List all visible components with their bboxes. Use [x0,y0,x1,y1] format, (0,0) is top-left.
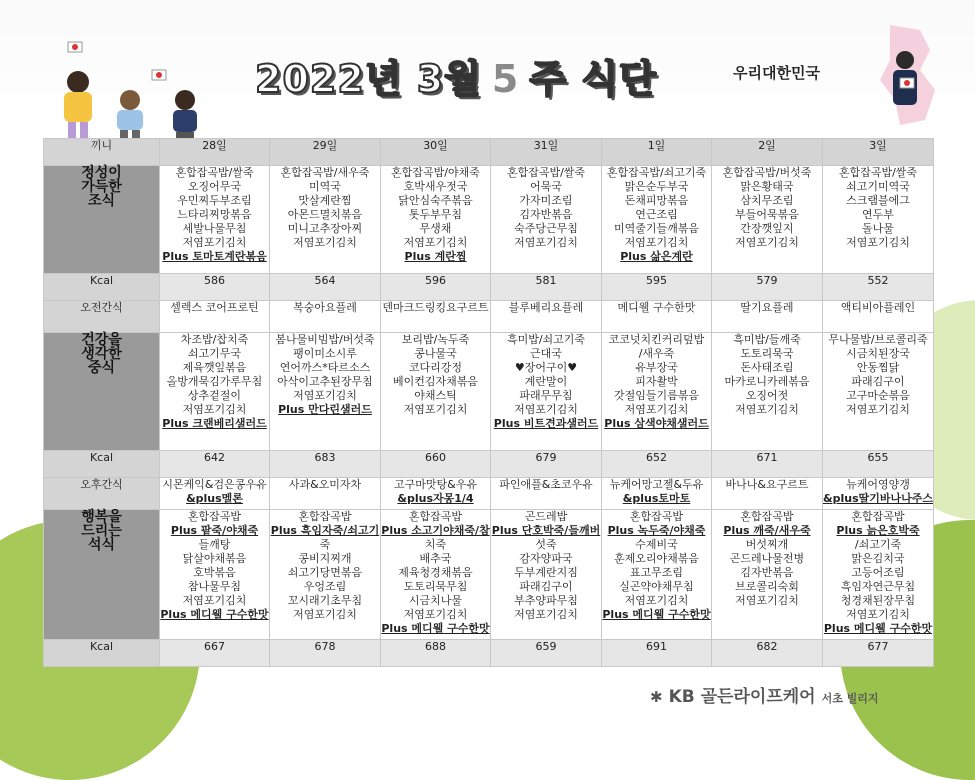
menu-item: 콩비지찌개 [298,552,352,565]
menu-item: 갓절임들기름볶음 [613,389,699,402]
menu-cell [381,333,491,451]
menu-item: 혼합잡곡밥 [629,510,684,523]
menu-item: 근대국 [530,347,562,360]
kcal-value: 596 [381,274,491,301]
menu-item: &plus토마토 [622,492,691,505]
snack-item: 블루베리요플레 [491,301,602,333]
menu-item: 청경채된장무침 [840,594,916,607]
breakfast-kcal-row [44,274,934,301]
day-header: 2일 [712,139,823,166]
kb-logo-icon: ✱ [650,688,663,706]
menu-item: Plus 소고기야채죽/참 [381,524,490,537]
menu-item: 파래무무침 [519,389,573,402]
menu-item: 스크램블에그 [846,194,910,207]
menu-item: 저염포기김치 [624,236,689,249]
menu-item: 김자반볶음 [740,566,794,579]
kcal-value: 579 [712,274,823,301]
kcal-value: 642 [160,451,270,478]
menu-item: 혼합잡곡밥/쌀죽 [506,166,586,179]
menu-item: 코다리강정 [408,361,463,374]
menu-item: 안동찜닭 [856,361,900,374]
menu-item: 브로콜리숙회 [735,580,799,593]
menu-item: 사과&오미자차 [288,478,362,491]
menu-item: 쇠고기무국 [187,347,242,360]
menu-cell [602,478,712,510]
menu-item: 우엉조림 [303,580,347,593]
menu-cell [602,166,712,274]
menu-item: 훈제오리야채볶음 [613,552,699,565]
menu-item: /새우죽 [638,347,675,360]
menu-item: 미니고추장아찌 [287,222,363,235]
menu-item: Plus 단호박죽/들깨버 [491,524,601,537]
menu-cell [491,333,602,451]
menu-cell [381,510,491,640]
menu-cell [491,510,602,640]
kcal-value: 678 [270,640,381,667]
menu-item: Plus 늙은호박죽 [836,524,920,537]
menu-item: 도토리묵무침 [403,580,468,593]
menu-item: Plus 삶은계란 [620,250,693,263]
branch-name: 서초 빌리지 [821,692,879,705]
kcal-value: 552 [823,274,934,301]
menu-item: 야채스틱 [414,389,457,402]
menu-item: 우민찌두부조림 [177,194,252,207]
menu-item: 뉴케어망고젤&두유 [609,478,704,491]
snack-item: 셀렉스 코어프로틴 [160,301,270,333]
menu-item: 닭안심숙주볶음 [398,194,473,207]
menu-item: 저염포기김치 [403,236,468,249]
day-header: 31일 [491,139,602,166]
menu-item: 올방개묵김가루무침 [166,375,263,388]
menu-item: 아몬드멸치볶음 [287,208,363,221]
menu-item: 저염포기김치 [846,403,910,416]
menu-item: Plus 삼색야채샐러드 [604,417,709,430]
kcal-value: 586 [160,274,270,301]
pm-snack-row [44,478,934,510]
am-snack-label: 오전간식 [44,301,160,333]
menu-item: 연어까스*타르소스 [279,361,371,374]
menu-item: 감자양파국 [519,552,573,565]
menu-item: 아삭이고추된장무침 [277,375,373,388]
menu-cell [160,478,270,510]
menu-item: 무생채 [419,222,452,235]
menu-item: 흑미밥/들깨죽 [733,333,801,346]
menu-item: 고구마맛탕&우유 [394,478,477,491]
menu-item: Plus 메디웰 구수한맛 [160,608,269,621]
menu-item: 시몬케익&검은콩우유 [162,478,267,491]
menu-cell [602,510,712,640]
day-header: 28일 [160,139,270,166]
menu-item: 저염포기김치 [182,403,247,416]
title-week-number: 5 [491,57,520,101]
menu-item: 참나물무침 [187,580,242,593]
menu-cell [602,333,712,451]
menu-item: 베이컨김자채볶음 [392,375,478,388]
menu-item: 저염포기김치 [514,236,578,249]
menu-item: 저염포기김치 [624,594,689,607]
menu-item: 봄나물비빔밥/버섯죽 [275,333,375,346]
slogan-text: 우리대한민국 [733,64,820,82]
menu-item: 오징어무국 [187,180,242,193]
menu-cell [270,166,381,274]
menu-item: 맑은황태국 [740,180,794,193]
snack-item: 덴마크드링킹요구르트 [381,301,491,333]
menu-item: 쇠고기당면볶음 [287,566,363,579]
pm-snack-label: 오후간식 [44,478,160,510]
menu-item: 저염포기김치 [182,236,247,249]
menu-item: 호박새우젓국 [403,180,468,193]
menu-item: Plus 크랜베리샐러드 [162,417,267,430]
menu-item: 파래김구이 [851,375,905,388]
menu-item: 시금치나물 [408,594,463,607]
menu-item: Plus 메디웰 구수한맛 [602,608,711,621]
menu-item: 저염포기김치 [514,608,578,621]
dinner-row [44,510,934,640]
menu-item: 실곤약야채무침 [619,580,694,593]
menu-item: 저염포기김치 [735,236,799,249]
kcal-value: 691 [602,640,712,667]
menu-item: 저염포기김치 [403,403,468,416]
menu-item: 맑은김치국 [851,552,905,565]
menu-cell [712,510,823,640]
menu-item: Plus 팥죽/야채죽 [170,524,259,537]
menu-item: 흑임자연근무침 [840,580,916,593]
menu-item: 오징어젓 [745,389,789,402]
dinner-label: 행복을 드리는 석식 [44,510,160,640]
kcal-value: 671 [712,451,823,478]
breakfast-label: 정성이 가득한 조식 [44,166,160,274]
menu-item: 마카로니카레볶음 [724,375,810,388]
page-title [255,48,657,103]
menu-cell [712,478,823,510]
menu-item: 피자촬박 [635,375,678,388]
menu-cell [712,333,823,451]
menu-item: 파래김구이 [519,580,573,593]
menu-item: 계란말이 [524,375,568,388]
kcal-value: 683 [270,451,381,478]
menu-cell [823,333,934,451]
menu-item: 혼합잡곡밥 [851,510,905,523]
menu-item: 저염포기김치 [293,608,357,621]
children-flags-illustration [50,30,220,140]
table-header-row [44,139,934,166]
menu-item: 죽 [319,538,331,551]
am-snack-row [44,301,934,333]
menu-item: Plus 비트견과샐러드 [493,417,599,430]
menu-item: 삼치무조림 [740,194,794,207]
menu-item: 간장깻잎지 [740,222,794,235]
menu-item: 콩나물국 [414,347,457,360]
kcal-value: 660 [381,451,491,478]
menu-item: 미역줄기들깨볶음 [613,222,699,235]
menu-item: 꼬시래기초무침 [287,594,363,607]
menu-cell [381,478,491,510]
snack-item: 딸기요플레 [712,301,823,333]
menu-item: Plus 만다린샐러드 [278,403,372,416]
menu-item: Plus 계란찜 [404,250,467,263]
menu-item: 시금치된장국 [846,347,910,360]
menu-item: 들깨탕 [198,538,231,551]
menu-item: 곤드레나물전병 [729,552,805,565]
kcal-value: 688 [381,640,491,667]
menu-item: 연근조림 [635,208,678,221]
menu-cell [270,333,381,451]
kcal-label: Kcal [44,451,160,478]
kcal-label: Kcal [44,640,160,667]
footer-brand [650,682,879,707]
day-header: 1일 [602,139,712,166]
menu-item: 맛살계란찜 [298,194,352,207]
menu-item: 혼합잡곡밥/버섯죽 [722,166,812,179]
menu-item: 숙주당근무침 [514,222,578,235]
menu-item: 부추양파무침 [514,594,578,607]
snack-item: 액티비아플레인 [823,301,934,333]
title-suffix: 주 식단 [529,57,657,101]
menu-item: 혼합잡곡밥 [408,510,463,523]
menu-item: 제육청경채볶음 [398,566,473,579]
menu-item: 느타리찌망볶음 [177,208,252,221]
menu-item: 저염포기김치 [514,403,578,416]
menu-cell [381,166,491,274]
dinner-kcal-row [44,640,934,667]
kcal-value: 564 [270,274,381,301]
menu-item: 혼합잡곡밥/새우죽 [280,166,370,179]
menu-item: 저염포기김치 [846,236,910,249]
menu-item: 혼합잡곡밥 [740,510,794,523]
menu-item: 상추겉절이 [187,389,242,402]
kcal-value: 677 [823,640,934,667]
menu-item: 제육깻잎볶음 [182,361,247,374]
menu-item: 유부장국 [635,361,678,374]
menu-cell [712,166,823,274]
menu-cell [491,166,602,274]
menu-cell [823,478,934,510]
menu-cell [491,478,602,510]
lunch-row [44,333,934,451]
menu-item: 혼합잡곡밥/쌀죽 [175,166,254,179]
menu-item: 섯죽 [535,538,557,551]
menu-item: /쇠고기죽 [854,538,902,551]
kcal-value: 667 [160,640,270,667]
menu-item: Plus 깨죽/새우죽 [723,524,811,537]
menu-item: &plus자몽1/4 [397,492,474,505]
day-header: 3일 [823,139,934,166]
menu-item: 팽이미소시루 [293,347,357,360]
menu-item: Plus 메디웰 구수한맛 [381,622,490,635]
menu-item: 저염포기김치 [293,236,357,249]
kcal-value: 655 [823,451,934,478]
menu-cell [270,478,381,510]
menu-item: 흑미밥/쇠고기죽 [506,333,586,346]
kcal-label: Kcal [44,274,160,301]
menu-item: 돈채피망볶음 [624,194,689,207]
menu-item: Plus 녹두죽/야채죽 [607,524,706,537]
menu-item: 돈사태조림 [740,361,794,374]
menu-item: 가자미조림 [519,194,573,207]
menu-item: 혼합잡곡밥/야채죽 [391,166,480,179]
menu-cell [160,333,270,451]
menu-item: Plus 토마토계란볶음 [162,250,267,263]
menu-item: 쇠고기미역국 [846,180,910,193]
menu-cell [823,166,934,274]
kcal-value: 682 [712,640,823,667]
menu-item: Plus 흑임자죽/쇠고기 [270,524,380,537]
menu-item: 보리밥/녹두죽 [401,333,470,346]
kcal-value: 595 [602,274,712,301]
menu-item: Plus 메디웰 구수한맛 [823,622,933,635]
menu-item: 저염포기김치 [182,594,247,607]
menu-item: 김자반볶음 [519,208,573,221]
menu-item: 저염포기김치 [846,608,910,621]
day-header: 30일 [381,139,491,166]
kcal-value: 581 [491,274,602,301]
lunch-label: 건강을 생각한 중식 [44,333,160,451]
menu-item: 뉴케어영양갱 [846,478,910,491]
menu-item: 곤드레밥 [524,510,568,523]
lunch-kcal-row [44,451,934,478]
menu-item: 도토리묵국 [740,347,794,360]
menu-cell [160,166,270,274]
menu-item: 혼합잡곡밥 [298,510,352,523]
menu-item: 어묵국 [530,180,562,193]
title-month: 2022년 3월 [255,57,482,101]
menu-cell [823,510,934,640]
menu-item: 호박볶음 [193,566,236,579]
menu-item: 고구마순볶음 [846,389,910,402]
snack-item: 메디웰 구수한맛 [602,301,712,333]
menu-item: 혼합잡곡밥/쌀죽 [838,166,918,179]
menu-item: 배추국 [419,552,452,565]
korea-map-illustration [860,20,950,130]
weekly-menu-table [43,138,934,667]
menu-item: 고등어조림 [851,566,905,579]
menu-item: 수제비국 [635,538,678,551]
corner-header: 끼니 [44,139,160,166]
menu-item: 톳두부무침 [408,208,463,221]
menu-item: 부들어묵볶음 [735,208,799,221]
menu-cell [160,510,270,640]
menu-item: 미역국 [309,180,341,193]
menu-item: 혼합잡곡밥 [187,510,242,523]
kcal-value: 652 [602,451,712,478]
menu-item: 저염포기김치 [735,403,799,416]
breakfast-row [44,166,934,274]
snack-item: 복숭아요플레 [270,301,381,333]
menu-item: 연두부 [862,208,894,221]
menu-item: 차조밥/찹치죽 [180,333,249,346]
menu-item: 저염포기김치 [403,608,468,621]
menu-item: 바나나&요구르트 [725,478,809,491]
menu-item: ♥장어구이♥ [514,361,578,374]
menu-item: &plus멜론 [186,492,243,505]
menu-item: 저염포기김치 [735,594,799,607]
brand-name: KB 골든라이프케어 [668,687,816,707]
menu-item: 무나물밥/브로콜리죽 [828,333,928,346]
kcal-value: 659 [491,640,602,667]
menu-item: 돌나물 [862,222,894,235]
menu-item: &plus딸기바나나주스 [823,492,933,505]
menu-item: 닭살야채볶음 [182,552,247,565]
kcal-value: 679 [491,451,602,478]
day-header: 29일 [270,139,381,166]
menu-item: 버섯찌개 [745,538,789,551]
menu-item: 세발나물무침 [182,222,247,235]
menu-item: 표고무조림 [629,566,684,579]
menu-item: 맑은순두부국 [624,180,689,193]
menu-item: 저염포기김치 [293,389,357,402]
menu-item: 코코넛치킨커리덮밥 [608,333,705,346]
menu-item: 치죽 [424,538,447,551]
menu-item: 혼합잡곡밥/쇠고기죽 [606,166,707,179]
menu-item: 저염포기김치 [624,403,689,416]
menu-cell [270,510,381,640]
menu-item: 파인애플&초코우유 [499,478,593,491]
menu-item: 두부계란지짐 [514,566,578,579]
